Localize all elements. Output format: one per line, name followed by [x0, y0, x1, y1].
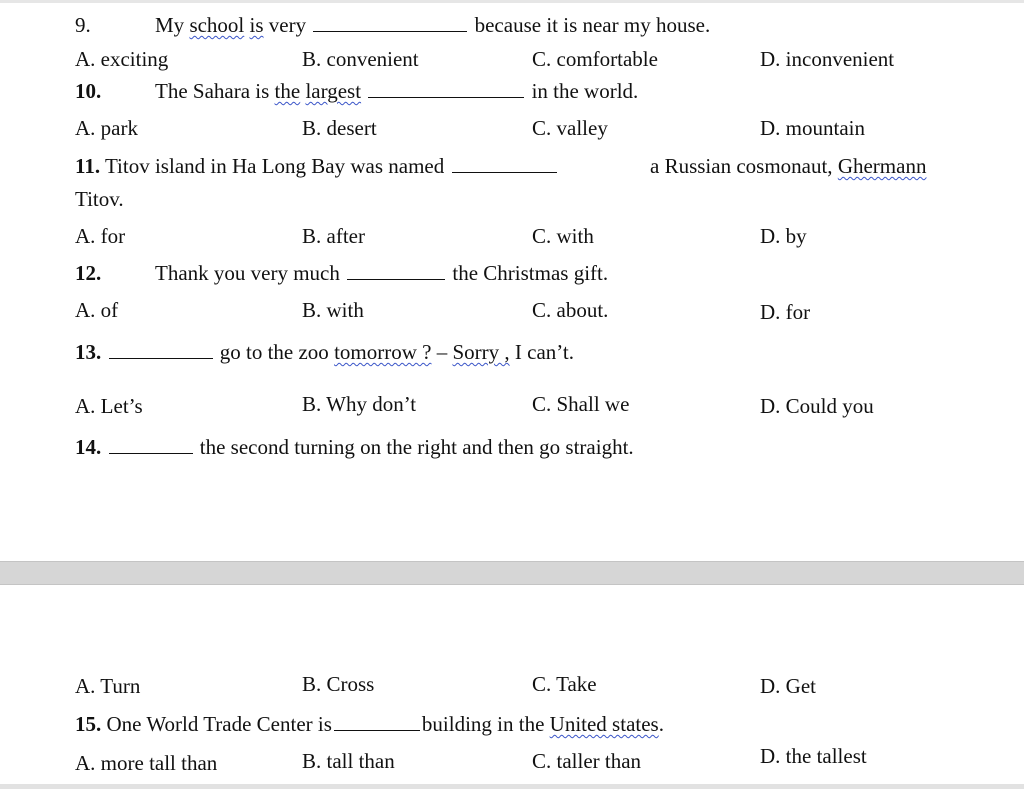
q15-number: 15. [75, 712, 102, 736]
page-break [0, 561, 1024, 585]
q10-option-a: A. park [75, 116, 138, 140]
q12-number: 12. [75, 261, 102, 285]
q12-stem: Thank you very much the Christmas gift. [155, 261, 609, 285]
q10-option-b: B. desert [302, 116, 377, 140]
q10-stem: The Sahara is the largest in the world. [155, 79, 639, 103]
q15-stem: 15. One World Trade Center is building in the United states. [75, 712, 664, 736]
q14-stem: 14. the second turning on the right and then go straight. [75, 435, 634, 459]
q13-blank [109, 358, 213, 359]
q13-stem: 13. go to the zoo tomorrow ? – Sorry , I can’t. [75, 340, 574, 364]
q13-option-d: D. Could you [760, 394, 874, 418]
q15-blank [334, 730, 420, 731]
q13-number: 13. [75, 340, 102, 364]
q9-option-c: C. comfortable [532, 47, 658, 71]
q14-blank [109, 453, 193, 454]
q11-option-b: B. after [302, 224, 365, 248]
q14-option-c: C. Take [532, 672, 597, 696]
q10-blank [368, 97, 524, 98]
q14-option-b: B. Cross [302, 672, 375, 696]
q9-option-b: B. convenient [302, 47, 419, 71]
q14-option-d: D. Get [760, 674, 816, 698]
q10-option-d: D. mountain [760, 116, 865, 140]
q15-option-a: A. more tall than [75, 751, 218, 775]
q14-option-a: A. Turn [75, 674, 141, 698]
q15-option-b: B. tall than [302, 749, 395, 773]
q12-option-b: B. with [302, 298, 364, 322]
q11-stem-tail: a Russian cosmonaut, Ghermann [650, 154, 927, 178]
q10-option-c: C. valley [532, 116, 608, 140]
q11-option-d: D. by [760, 224, 807, 248]
page-bottom-edge [0, 784, 1024, 789]
q11-option-c: C. with [532, 224, 594, 248]
q11-stem: 11. Titov island in Ha Long Bay was named [75, 156, 559, 177]
q9-stem: My school is very because it is near my house. [155, 13, 711, 37]
q11-stem-line2: Titov. [75, 187, 124, 211]
q10-number: 10. [75, 79, 102, 103]
q9-number: 9. [75, 13, 91, 37]
q11-blank [452, 172, 557, 173]
q15-option-c: C. taller than [532, 749, 642, 773]
q12-blank [347, 279, 445, 280]
q12-option-d: D. for [760, 300, 811, 324]
q14-number: 14. [75, 435, 102, 459]
q11-option-a: A. for [75, 224, 126, 248]
q9-option-d: D. inconvenient [760, 47, 895, 71]
q12-option-c: C. about. [532, 298, 609, 322]
q9-blank [313, 31, 467, 32]
q13-option-a: A. Let’s [75, 394, 143, 418]
q11-number: 11. [75, 154, 101, 178]
page-top-edge [0, 0, 1024, 3]
q12-option-a: A. of [75, 298, 119, 322]
q13-option-c: C. Shall we [532, 392, 630, 416]
q13-option-b: B. Why don’t [302, 392, 417, 416]
q9-option-a: A. exciting [75, 47, 169, 71]
q15-option-d: D. the tallest [760, 744, 867, 768]
